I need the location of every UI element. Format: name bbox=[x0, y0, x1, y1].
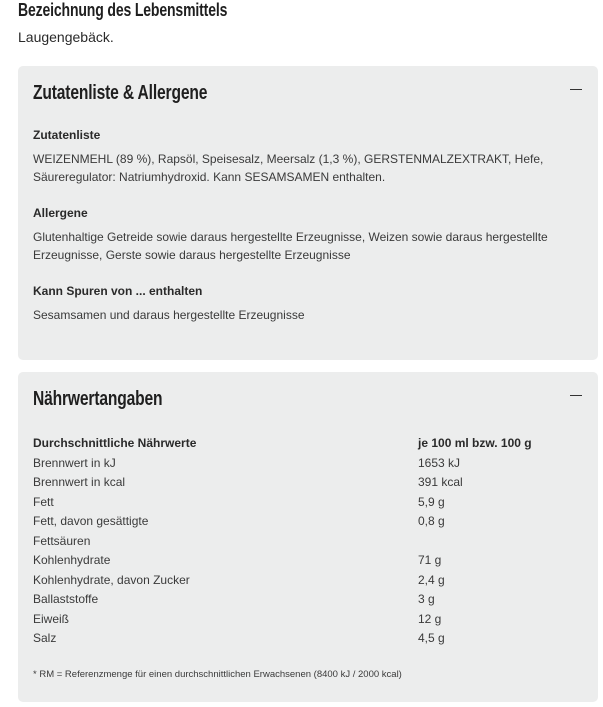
nutrient-name: Brennwert in kJ bbox=[33, 455, 116, 470]
nutrient-name: Eiweiß bbox=[33, 611, 70, 626]
table-row bbox=[33, 590, 583, 610]
nutrient-value: 0,8 g bbox=[418, 514, 445, 528]
ingredients-text bbox=[33, 150, 573, 186]
nutrient-value: 71 g bbox=[418, 553, 442, 567]
nutrient-value bbox=[418, 532, 583, 552]
nutrient-name: Fett bbox=[33, 494, 54, 509]
nutrition-header-value: je 100 ml bzw. 100 g bbox=[418, 436, 532, 450]
table-row bbox=[33, 493, 583, 513]
description-value: Laugengebäck. bbox=[18, 29, 114, 45]
ingredients-allergens-panel bbox=[18, 66, 598, 360]
table-row bbox=[33, 610, 583, 630]
table-row bbox=[33, 473, 583, 493]
nutrient-value: 391 kcal bbox=[418, 475, 463, 489]
minus-icon[interactable] bbox=[570, 89, 582, 90]
nutrition-table bbox=[33, 434, 583, 649]
table-row bbox=[33, 532, 583, 552]
table-row bbox=[33, 629, 583, 649]
nutrition-panel bbox=[18, 372, 598, 702]
allergens-label: Allergene bbox=[33, 206, 88, 220]
table-row bbox=[33, 512, 583, 532]
nutrient-value: 1653 kJ bbox=[418, 455, 461, 470]
nutrient-value: 4,5 g bbox=[418, 631, 445, 645]
nutrient-name: Fettsäuren bbox=[33, 533, 91, 548]
ingredients-label: Zutatenliste bbox=[33, 128, 101, 142]
nutrient-value: 12 g bbox=[418, 611, 442, 626]
description-heading: Bezeichnung des Lebensmittels bbox=[18, 0, 228, 20]
nutrient-name: Fett, davon gesättigte bbox=[33, 514, 149, 528]
nutrient-name: Salz bbox=[33, 631, 57, 645]
ingredients-panel-title[interactable]: Zutatenliste & Allergene bbox=[33, 82, 208, 104]
nutrition-header-name: Durchschnittliche Nährwerte bbox=[33, 436, 197, 450]
nutrition-panel-title[interactable]: Nährwertangaben bbox=[33, 388, 163, 410]
nutrient-name: Brennwert in kcal bbox=[33, 475, 126, 489]
nutrient-value: 2,4 g bbox=[418, 572, 445, 587]
nutrient-name: Kohlenhydrate, davon Zucker bbox=[33, 572, 190, 587]
nutrient-value: 3 g bbox=[418, 592, 435, 606]
ingredients-line-2: Säureregulator: Natriumhydroxid. Kann SESAMSAMEN enthalten. bbox=[33, 170, 386, 184]
table-row bbox=[33, 454, 583, 474]
ingredients-line-1: WEIZENMEHL (89 %), Rapsöl, Speisesalz, Meersalz (1,3 %), GERSTENMALZEXTRAKT, Hefe, bbox=[33, 152, 544, 166]
nutrient-value: 5,9 g bbox=[418, 494, 445, 509]
table-row bbox=[33, 551, 583, 571]
allergens-line-1: Glutenhaltige Getreide sowie daraus hergestellte Erzeugnisse, Weizen sowie daraus hergestellte bbox=[33, 230, 548, 244]
traces-label: Kann Spuren von ... enthalten bbox=[33, 284, 203, 298]
nutrition-table-header bbox=[33, 434, 583, 454]
traces-text: Sesamsamen und daraus hergestellte Erzeugnisse bbox=[33, 308, 305, 322]
minus-icon[interactable] bbox=[570, 395, 582, 396]
reference-footnote: * RM = Referenzmenge für einen durchschnittlichen Erwachsenen (8400 kJ / 2000 kcal) bbox=[33, 669, 402, 680]
allergens-text bbox=[33, 228, 573, 264]
allergens-line-2: Erzeugnisse, Gerste sowie daraus hergestellte Erzeugnisse bbox=[33, 248, 351, 262]
nutrient-name: Ballaststoffe bbox=[33, 592, 99, 606]
nutrient-name: Kohlenhydrate bbox=[33, 553, 111, 567]
table-row bbox=[33, 571, 583, 591]
